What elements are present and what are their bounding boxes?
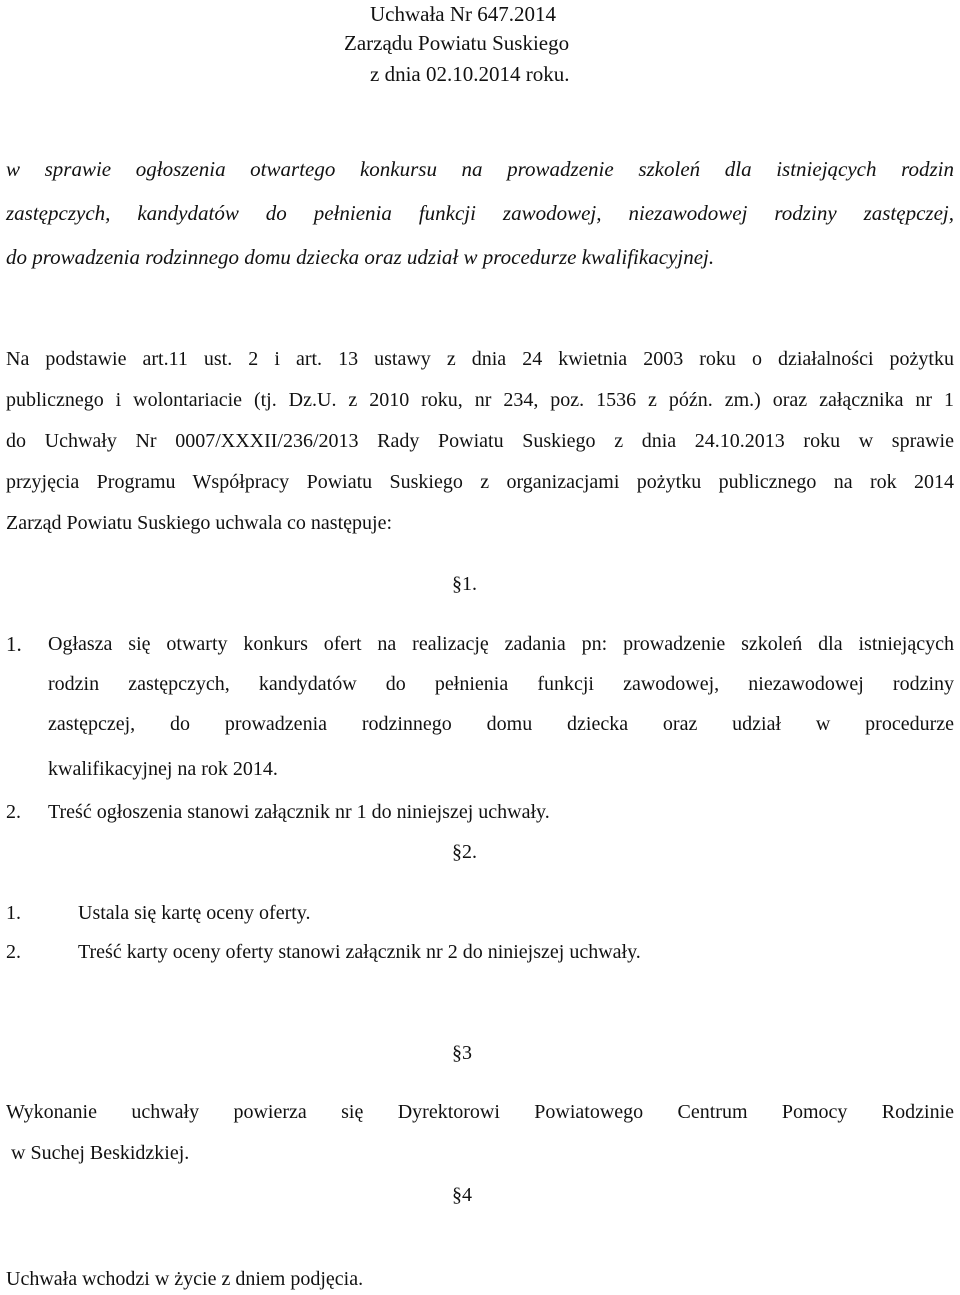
section-2-heading: §2.: [452, 841, 477, 863]
section-2-item-2-number: 2.: [6, 941, 21, 963]
preamble-line-2: publicznego i wolontariacie (tj. Dz.U. z 2010 roku, nr 234, poz. 1536 z późn. zm.) oraz załącznika nr 1: [6, 389, 954, 411]
section-3-line-2: w Suchej Beskidzkiej.: [6, 1142, 190, 1164]
preamble-line-1: Na podstawie art.11 ust. 2 i art. 13 ustawy z dnia 24 kwietnia 2003 roku o działalności pożytku: [6, 348, 954, 370]
section-3-heading: §3: [452, 1042, 472, 1064]
resolution-number: Uchwała Nr 647.2014: [370, 2, 557, 26]
section-2-item-1-number: 1.: [6, 902, 21, 924]
preamble-line-3: do Uchwały Nr 0007/XXXII/236/2013 Rady Powiatu Suskiego z dnia 24.10.2013 roku w sprawie: [6, 430, 954, 452]
section-3-line-1: Wykonanie uchwały powierza się Dyrektorowi Powiatowego Centrum Pomocy Rodzinie: [6, 1101, 954, 1123]
section-1-item-1-line-4: kwalifikacyjnej na rok 2014.: [48, 758, 278, 780]
section-1-item-1-line-2: rodzin zastępczych, kandydatów do pełnienia funkcji zawodowej, niezawodowej rodziny: [48, 673, 954, 695]
section-4-text: Uchwała wchodzi w życie z dniem podjęcia.: [6, 1268, 364, 1290]
subject-line-3: do prowadzenia rodzinnego domu dziecka oraz udział w procedurze kwalifikacyjnej.: [6, 245, 715, 269]
section-2-item-2-text: Treść karty oceny oferty stanowi załącznik nr 2 do niniejszej uchwały.: [78, 941, 641, 963]
section-2-item-1-text: Ustala się kartę oceny oferty.: [78, 902, 311, 924]
section-1-item-1-line-3: zastępczej, do prowadzenia rodzinnego domu dziecka oraz udział w procedurze: [48, 713, 954, 735]
preamble-line-5: Zarząd Powiatu Suskiego uchwala co następuje:: [6, 512, 392, 534]
section-1-item-1-number: 1.: [6, 632, 22, 656]
subject-line-1: w sprawie ogłoszenia otwartego konkursu na prowadzenie szkoleń dla istniejących rodzin: [6, 157, 954, 181]
section-4-heading: §4: [452, 1184, 472, 1206]
issuing-body: Zarządu Powiatu Suskiego: [344, 31, 570, 55]
section-1-item-2-text: Treść ogłoszenia stanowi załącznik nr 1 do niniejszej uchwały.: [48, 801, 550, 823]
section-1-item-2-number: 2.: [6, 801, 21, 823]
resolution-date: z dnia 02.10.2014 roku.: [370, 62, 570, 86]
section-1-heading: §1.: [452, 573, 477, 595]
preamble-line-4: przyjęcia Programu Współpracy Powiatu Suskiego z organizacjami pożytku publicznego na rok 2014: [6, 471, 954, 493]
section-1-item-1-line-1: Ogłasza się otwarty konkurs ofert na realizację zadania pn: prowadzenie szkoleń dla istniejących: [48, 633, 954, 655]
subject-line-2: zastępczych, kandydatów do pełnienia funkcji zawodowej, niezawodowej rodziny zastępczej,: [6, 201, 954, 225]
